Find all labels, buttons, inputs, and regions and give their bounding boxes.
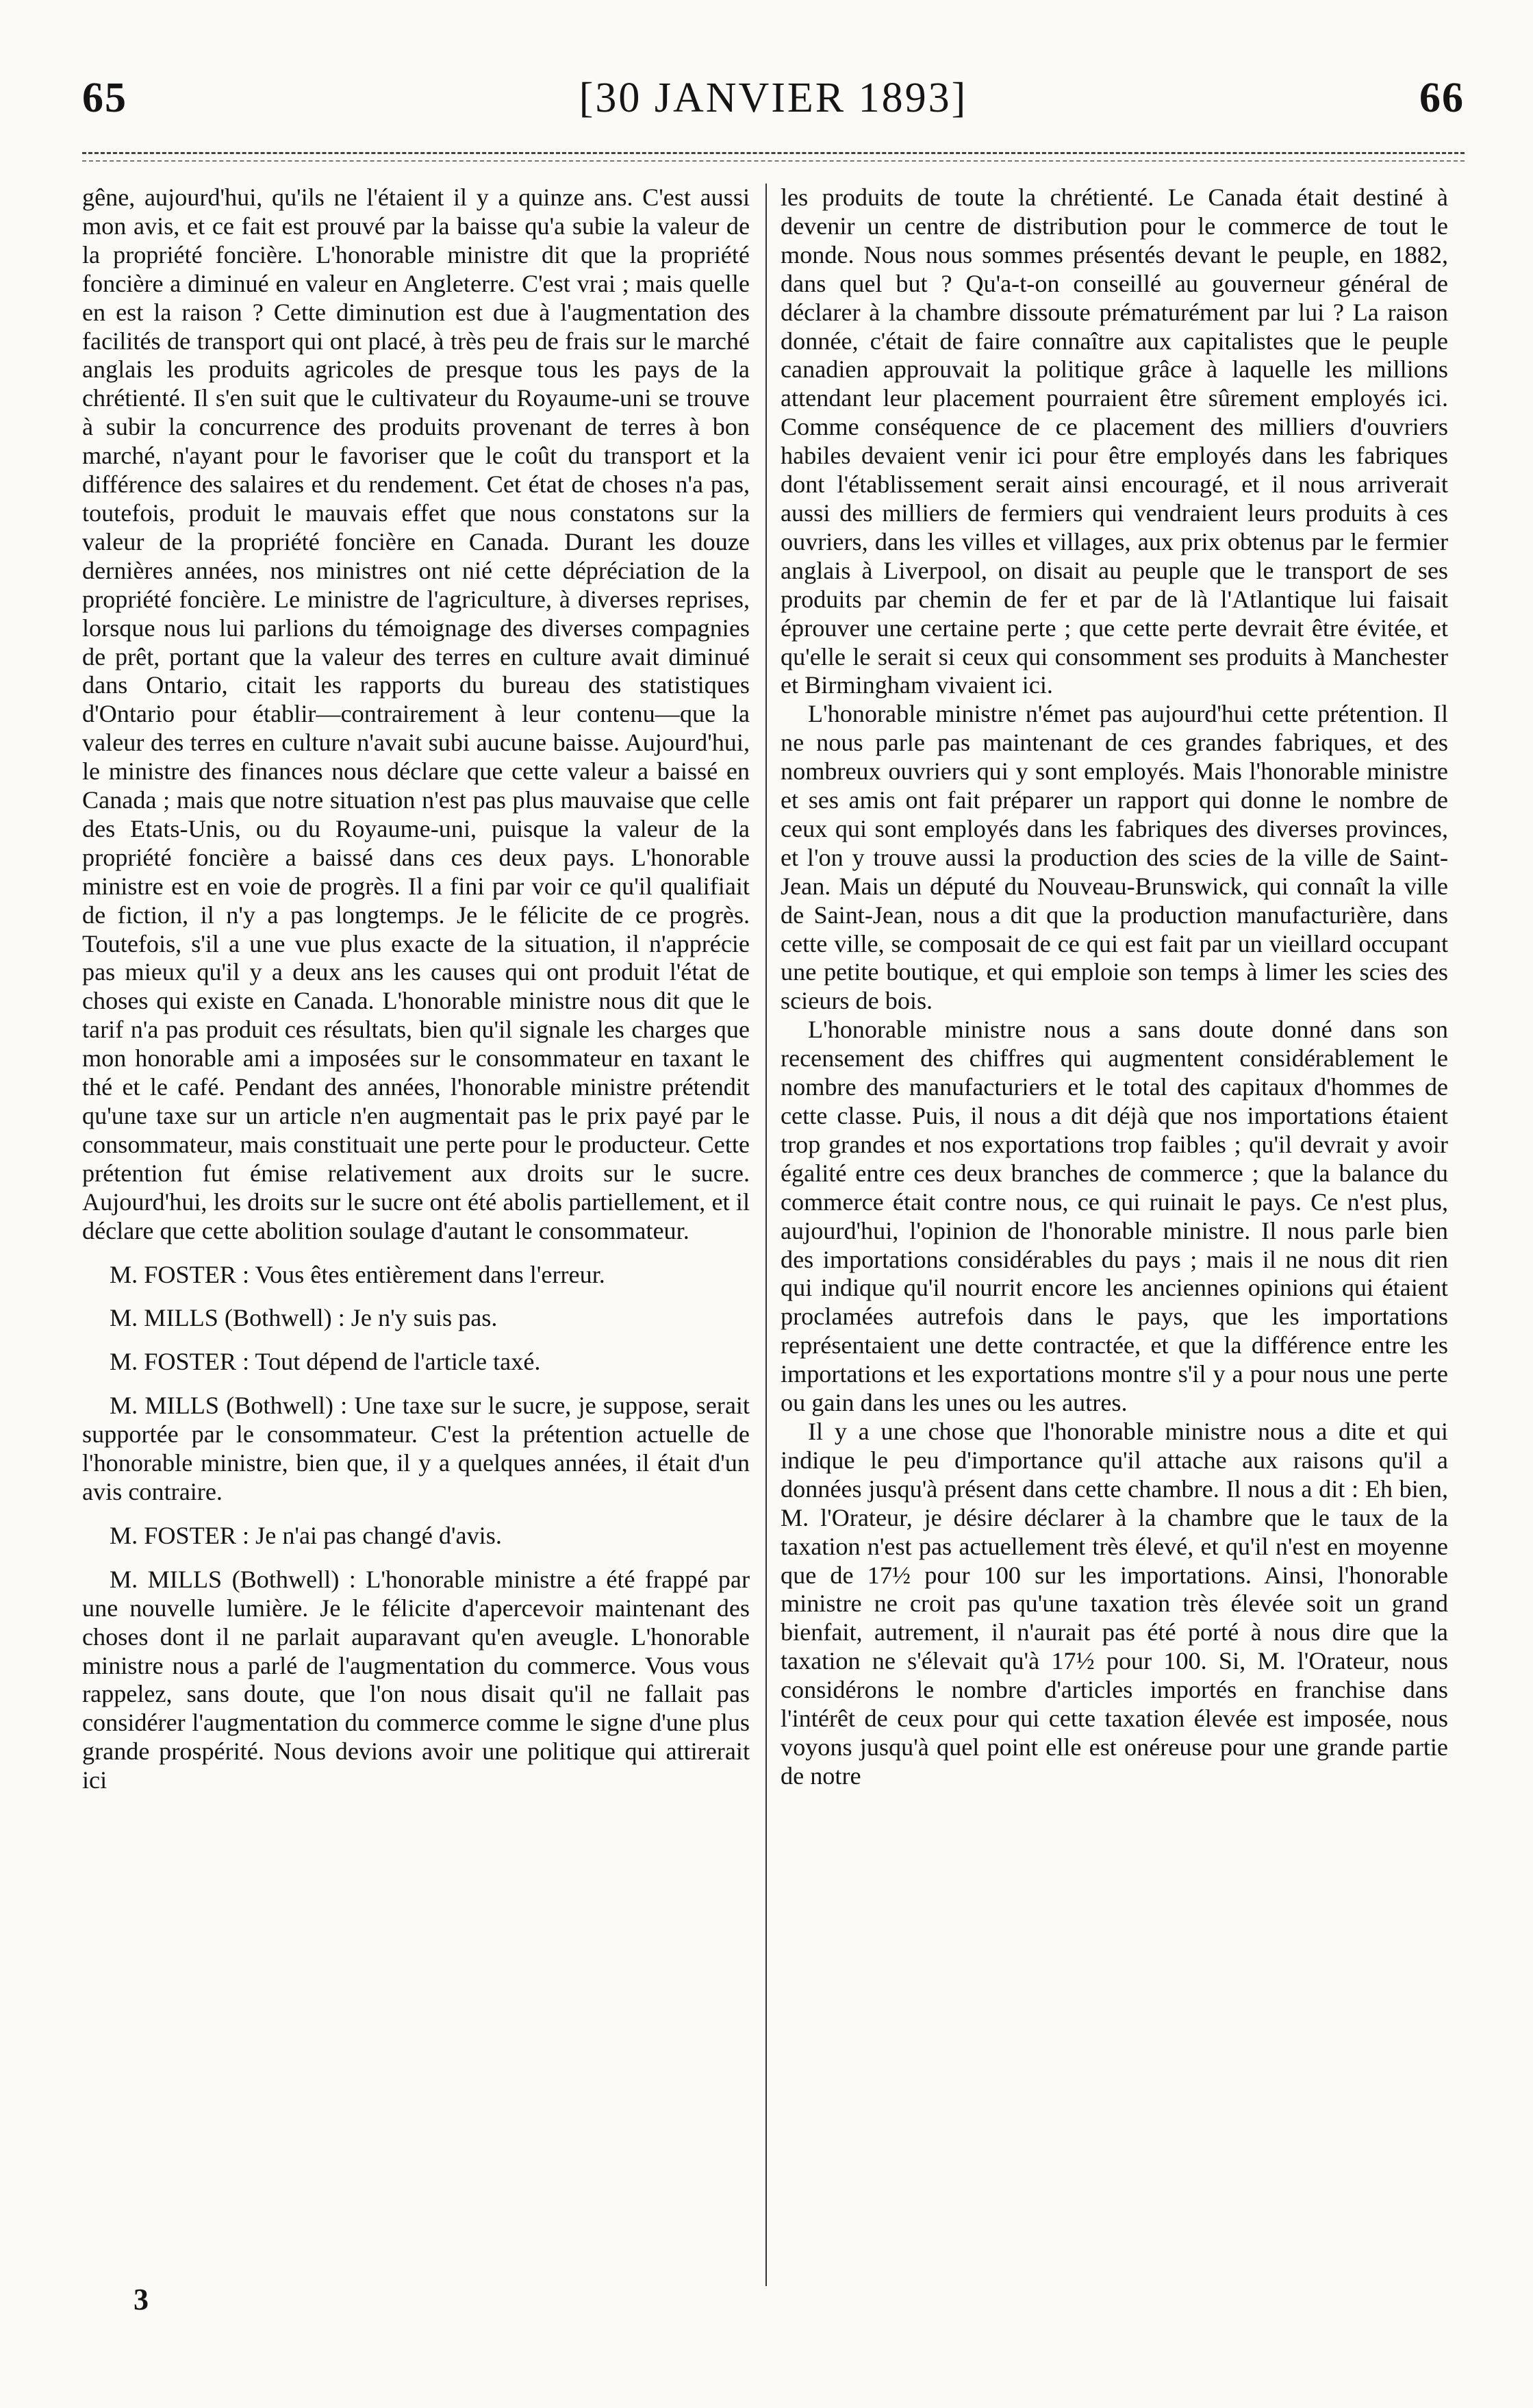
paragraph: gêne, aujourd'hui, qu'ils ne l'étaient il y a quinze ans. C'est aussi mon avis, et ce fait est prouvé par la baisse qu'a subie la valeur de la propriété foncière. L'honorable ministre dit que la propriété foncière a diminué en valeur en Angleterre. C'est vrai ; mais quelle en est la raison ? Cette diminution est due à l'augmentation des facilités de transport qui ont placé, à très peu de frais sur le marché anglais les produits agricoles de presque tous les pays de la chrétienté. Il s'en suit que le cultivateur du Royaume-uni se trouve à subir la concurrence des produits provenant de terres à bon marché, n'ayant pour le favoriser que le coût du transport et la différence des salaires et du rendement. Cet état de choses n'a pas, toutefois, produit le mauvais effet que nous constatons sur la valeur de la propriété foncière en Canada. Durant les douze dernières années, nos ministres ont nié cette dépréciation de la propriété foncière. Le ministre de l'agriculture, à diverses reprises, lorsque nous lui parlions du témoignage des diverses compagnies de prêt, portant que la valeur des terres en culture avait diminué dans Ontario, citait les rapports du bureau des statistiques d'Ontario pour établir—contrairement à leur contenu—que la valeur des terres en culture n'avait subi aucune baisse. Aujourd'hui, le ministre des finances nous déclare que cette valeur a baissé en Canada ; mais que notre situation n'est pas plus mauvaise que celle des Etats-Unis, ou du Royaume-uni, puisque la valeur de la propriété foncière a baissé dans ces deux pays. L'honorable ministre est en voie de progrès. Il a fini par voir ce qu'il qualifiait de fiction, il n'y a pas longtemps. Je le félicite de ce progrès. Toutefois, s'il a une vue plus exacte de la situation, il n'apprécie pas mieux qu'il y a deux ans les causes qui ont produit l'état de choses qui existe en Canada. L'honorable ministre nous dit que le tarif n'a pas produit ces résultats, bien qu'il signale les charges que mon honorable ami a imposées sur le consommateur en taxant le thé et le café. Pendant des années, l'honorable ministre prétendit qu'une taxe sur un article n'en augmentait pas le prix payé par le consommateur, mais constituait une perte pour le producteur. Cette prétention fut émise relativement aux droits sur le sucre. Aujourd'hui, les droits sur le sucre ont été abolis partiellement, et il déclare que cette abolition soulage d'autant le consommateur. — [82, 184, 750, 1244]
right-column — [781, 184, 1448, 2300]
header-date: [30 JANVIER 1893] — [579, 75, 968, 121]
speech-mills: M. MILLS (Bothwell) : Je n'y suis pas. — [110, 1304, 498, 1332]
paragraph: L'honorable ministre nous a sans doute donné dans son recensement des chiffres qui augmentent considérablement le nombre des manufacturiers et le total des capitaux d'hommes de cette classe. Puis, il nous a dit déjà que nos importations étaient trop grandes et nos exportations trop faibles ; qu'il devrait y avoir égalité entre ces deux branches de commerce ; que la balance du commerce était contre nous, ce qui ruinait le pays. Ce n'est plus, aujourd'hui, l'opinion de l'honorable ministre. Il nous parle bien des importations considérables du pays ; mais il ne nous dit rien qui indique qu'il nourrit encore les anciennes opinions qui étaient proclamées autrefois dans le pays, que les importations représentaient une dette contractée, et que la différence entre les importations et les exportations montre s'il y a pour nous une perte ou gain dans les unes ou les autres. — [781, 1016, 1448, 1417]
paragraph: L'honorable ministre n'émet pas aujourd'hui cette prétention. Il ne nous parle pas maintenant de ces grandes fabriques, et des nombreux ouvriers qui y sont employés. Mais l'honorable ministre et ses amis ont fait préparer un rapport qui donne le nombre de ceux qui sont employés dans les fabriques des diverses provinces, et l'on y trouve aussi la production des scies de la ville de Saint-Jean. Mais un député du Nouveau-Brunswick, qui connaît la ville de Saint-Jean, nous a dit que la production manufacturière, dans cette ville, se composait de ce qui est fait par un vieillard occupant une petite boutique, et qui emploie son temps à limer les scies des scieurs de bois. — [781, 700, 1448, 1015]
signature-mark: 3 — [134, 2283, 149, 2316]
header-rule-secondary — [82, 160, 1465, 162]
speech-mills: M. MILLS (Bothwell) : Une taxe sur le sucre, je suppose, serait supportée par le consommateur. C'est la prétention actuelle de l'honorable ministre, bien que, il y a quelques années, il était d'un avis contraire. — [82, 1392, 750, 1505]
page-number-right: 66 — [1419, 75, 1465, 121]
header-rule — [82, 152, 1465, 154]
page-number-left: 65 — [82, 75, 127, 121]
speech-foster: M. FOSTER : Vous êtes entièrement dans l'erreur. — [110, 1260, 605, 1288]
paragraph: les produits de toute la chrétienté. Le Canada était destiné à devenir un centre de distribution pour le commerce de tout le monde. Nous nous sommes présentés devant le peuple, en 1882, dans quel but ? Qu'a-t-on conseillé au gouverneur général de déclarer à la chambre dissoute prématurément par lui ? La raison donnée, c'était de faire connaître aux capitalistes que le peuple canadien approuvait la politique grâce à laquelle les millions attendant leur placement pourraient être sûrement employés ici. Comme conséquence de ce placement des milliers d'ouvriers habiles devaient venir ici pour être employés dans les fabriques dont l'établissement serait ainsi encouragé, et il nous arriverait aussi des milliers de fermiers qui vendraient leurs produits à ces ouvriers, dans les villes et villages, aux prix obtenus par le fermier anglais à Liverpool, on disait au peuple que le transport de ses produits par chemin de fer et par de là l'Atlantique lui faisait éprouver une certaine perte ; que cette perte devrait être évitée, et qu'elle le serait si ceux qui consomment ses produits à Manchester et Birmingham vivaient ici. — [781, 184, 1448, 699]
speech-foster: M. FOSTER : Je n'ai pas changé d'avis. — [110, 1521, 502, 1549]
page-header — [82, 74, 1465, 129]
speech-mills: M. MILLS (Bothwell) : L'honorable ministre a été frappé par une nouvelle lumière. Je le félicite d'apercevoir maintenant des choses dont il ne parlait auparavant qu'en aveugle. L'honorable ministre nous a parlé de l'augmentation du commerce. Vous vous rappelez, sans doute, que l'on nous disait qu'il ne fallait pas considérer l'augmentation du commerce comme le signe d'une plus grande prospérité. Nous devions avoir une politique qui attirerait ici — [82, 1565, 750, 1794]
left-column — [82, 184, 750, 2300]
speech-foster: M. FOSTER : Tout dépend de l'article taxé. — [110, 1348, 541, 1376]
paragraph: Il y a une chose que l'honorable ministre nous a dite et qui indique le peu d'importance qu'il attache aux raisons qu'il a données jusqu'à présent dans cette chambre. Il nous a dit : Eh bien, M. l'Orateur, je désire déclarer à la chambre que le taux de la taxation n'est pas actuellement très élevé, et qu'il n'est en moyenne que de 17½ pour 100 sur les importations. Ainsi, l'honorable ministre ne croit pas qu'une taxation très élevée soit un grand bienfait, autrement, il n'aurait pas été porté à nous dire que la taxation ne s'élevait qu'à 17½ pour 100. Si, M. l'Orateur, nous considérons le nombre d'articles importés en franchise dans l'intérêt de ceux pour qui cette taxation élevée est imposée, nous voyons jusqu'à quel point elle est onéreuse pour une grande partie de notre — [781, 1417, 1448, 1790]
column-divider — [765, 184, 767, 2286]
